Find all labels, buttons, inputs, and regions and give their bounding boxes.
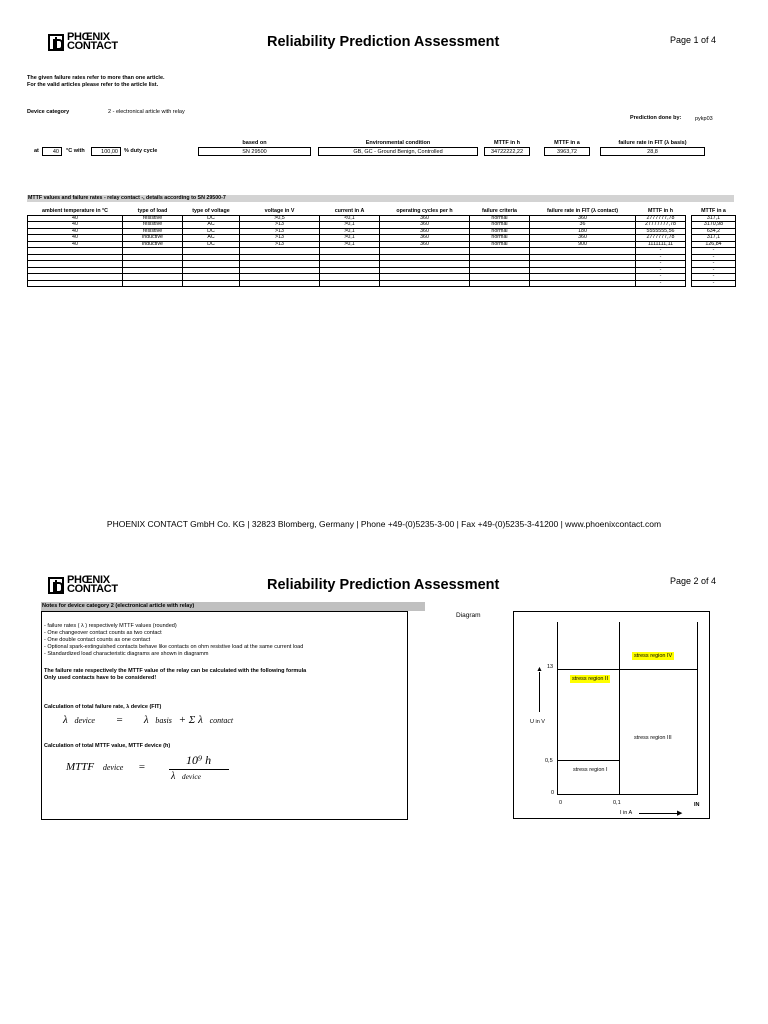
table-cell: 5555555,56 bbox=[636, 228, 686, 235]
device-category-label: Device category bbox=[27, 109, 70, 115]
prediction-done-label: Prediction done by: bbox=[630, 115, 682, 121]
x-axis-line bbox=[557, 794, 697, 795]
table-cell: DC bbox=[183, 228, 240, 235]
vertical-boundary bbox=[619, 622, 620, 794]
table-cell: 2777777,78 bbox=[636, 235, 686, 242]
x-tick: 0 bbox=[559, 800, 563, 806]
table-cell bbox=[123, 280, 183, 287]
table-cell: 360 bbox=[380, 241, 470, 248]
note-item: - failure rates ( λ ) respectively MTTF values (rounded) bbox=[44, 623, 177, 629]
table-cell: 360 bbox=[530, 215, 636, 222]
table-cell: >0,5 bbox=[240, 215, 320, 222]
page-number: Page 2 of 4 bbox=[670, 576, 717, 586]
mttf-a-label: MTTF in a bbox=[554, 140, 580, 146]
temp-unit-label: °C with bbox=[66, 148, 85, 154]
table-cell: >13 bbox=[240, 235, 320, 242]
table-cell: 36 bbox=[530, 222, 636, 229]
mttf-fraction-numerator: 10⁹ h bbox=[186, 753, 212, 767]
intro-line: The given failure rates refer to more than one article. bbox=[27, 75, 165, 81]
column-header: failure criteria bbox=[481, 207, 518, 214]
temperature-field: 40 bbox=[42, 147, 62, 156]
phoenix-logo-icon bbox=[48, 577, 64, 594]
table-cell: - bbox=[692, 280, 736, 287]
page-footer: PHOENIX CONTACT GmbH Co. KG | 32823 Blomberg, Germany | Phone +49-(0)5235-3-00 | Fax +49-(0)5235-3-41200 | www.phoenixcontact.com bbox=[106, 519, 662, 529]
section-title-bar: MTTF values and failure rates - relay contact -, details according to SN 29500-7 bbox=[27, 195, 734, 202]
at-label: at bbox=[34, 148, 39, 154]
table-cell: AC bbox=[183, 222, 240, 229]
table-cell: >0,1 bbox=[320, 241, 380, 248]
table-cell: >13 bbox=[240, 222, 320, 229]
table-cell bbox=[183, 280, 240, 287]
table-cell: 900 bbox=[530, 241, 636, 248]
logo-line-2: CONTACT bbox=[67, 583, 118, 595]
table-cell: 1111111,11 bbox=[636, 241, 686, 248]
notes-header: Notes for device category 2 (electronical article with relay) bbox=[41, 602, 425, 611]
y-axis-label: U in V bbox=[530, 719, 545, 725]
table-cell: - bbox=[692, 248, 736, 255]
formula-intro: Only used contacts have to be considered! bbox=[44, 675, 157, 681]
y-axis-line bbox=[557, 622, 558, 794]
table-cell: 40 bbox=[28, 235, 123, 242]
table-cell: normal bbox=[470, 215, 530, 222]
table-cell: DC bbox=[183, 241, 240, 248]
column-header: current in A bbox=[334, 207, 365, 214]
column-header: operating cycles per h bbox=[396, 207, 453, 214]
table-cell: >0,1 bbox=[320, 235, 380, 242]
table-cell: 360 bbox=[380, 228, 470, 235]
failure-rate-formula: λ device = λ basis + Σ λ contact bbox=[63, 714, 234, 726]
page-title: Reliability Prediction Assessment bbox=[267, 577, 500, 593]
table-cell: 40 bbox=[28, 215, 123, 222]
stress-region-diagram bbox=[513, 611, 710, 819]
fit-basis-field: 28,8 bbox=[600, 147, 705, 156]
column-header: failure rate in FIT (λ contact) bbox=[547, 207, 618, 214]
table-cell bbox=[240, 280, 320, 287]
table-cell: - bbox=[692, 261, 736, 268]
diagram-label: Diagram bbox=[456, 612, 481, 619]
environment-field: GB, GC - Ground Benign, Controlled bbox=[318, 147, 478, 156]
column-header: type of voltage bbox=[192, 207, 230, 214]
x-arrow-line bbox=[639, 813, 679, 814]
table-cell: - bbox=[636, 274, 686, 281]
mttf-h-field: 34722222,22 bbox=[484, 147, 530, 156]
note-item: - One double contact counts as one contact bbox=[44, 637, 151, 643]
stress-region-2: stress region II bbox=[572, 676, 609, 682]
table-cell: normal bbox=[470, 228, 530, 235]
table-cell: normal bbox=[470, 222, 530, 229]
table-cell: AC bbox=[183, 235, 240, 242]
phoenix-logo-icon bbox=[48, 34, 64, 51]
table-cell: 634,2 bbox=[692, 228, 736, 235]
note-item: - Optional spark-extinguished contacts behave like contacts on ohm resistive load at the same current load bbox=[44, 644, 304, 650]
table-header-row bbox=[28, 207, 736, 215]
table-cell: >13 bbox=[240, 241, 320, 248]
table-cell: 360 bbox=[380, 235, 470, 242]
horizontal-boundary-05v bbox=[557, 760, 619, 761]
page-title: Reliability Prediction Assessment bbox=[267, 34, 500, 50]
table-cell: 40 bbox=[28, 228, 123, 235]
table-cell: - bbox=[636, 261, 686, 268]
table-cell: 360 bbox=[530, 235, 636, 242]
table-cell: 2777777,78 bbox=[636, 215, 686, 222]
table-cell bbox=[28, 280, 123, 287]
prediction-done-value: pykp03 bbox=[695, 116, 713, 122]
table-cell: - bbox=[636, 267, 686, 274]
table-cell: 40 bbox=[28, 241, 123, 248]
table-cell: 180 bbox=[530, 228, 636, 235]
table-cell: 40 bbox=[28, 222, 123, 229]
table-cell: 27777777,78 bbox=[636, 222, 686, 229]
x-tick: 0,1 bbox=[613, 800, 621, 806]
mttf-fraction-denominator: λ device bbox=[171, 771, 201, 782]
table-cell: 317,1 bbox=[692, 215, 736, 222]
y-tick: 0,5 bbox=[545, 758, 553, 764]
mttf-a-field: 3963,72 bbox=[544, 147, 590, 156]
y-arrow-line bbox=[539, 672, 540, 712]
table-cell: >13 bbox=[240, 228, 320, 235]
note-item: - Standardized load characteristic diagrams are shown in diagramm bbox=[44, 651, 209, 657]
duty-cycle-field: 100,00 bbox=[91, 147, 121, 156]
table-cell: >0,1 bbox=[320, 222, 380, 229]
mttf-table bbox=[27, 207, 736, 287]
phoenix-contact-logo bbox=[48, 33, 118, 51]
stress-region-4: stress region IV bbox=[634, 653, 673, 659]
table-cell: - bbox=[692, 274, 736, 281]
table-cell bbox=[320, 280, 380, 287]
logo-line-1: PHŒNIX bbox=[67, 574, 110, 586]
table-cell: DC bbox=[183, 215, 240, 222]
based-on-label: based on bbox=[242, 140, 267, 146]
mttf-h-label: MTTF in h bbox=[494, 140, 520, 146]
x-axis-end-label: IN bbox=[694, 802, 700, 808]
based-on-field: SN 29500 bbox=[198, 147, 311, 156]
horizontal-boundary-13v bbox=[557, 669, 697, 670]
table-cell: resistive bbox=[123, 215, 183, 222]
table-cell: 360 bbox=[380, 222, 470, 229]
mttf-formula: MTTF device = bbox=[66, 761, 146, 773]
stress-region-1: stress region I bbox=[573, 767, 608, 773]
phoenix-contact-logo bbox=[48, 576, 118, 594]
table-cell: - bbox=[692, 267, 736, 274]
table-cell bbox=[470, 280, 530, 287]
intro-line: For the valid articles please refer to the article list. bbox=[27, 82, 159, 88]
environment-label: Environmental condition bbox=[365, 140, 431, 146]
table-cell: >0,1 bbox=[320, 228, 380, 235]
table-cell: 317,1 bbox=[692, 235, 736, 242]
table-cell: - bbox=[692, 254, 736, 261]
table-cell: 3170,98 bbox=[692, 222, 736, 229]
table-cell: <0,1 bbox=[320, 215, 380, 222]
fraction-bar bbox=[169, 769, 229, 770]
duty-cycle-label: % duty cycle bbox=[124, 148, 158, 154]
column-header: ambient temperature in °C bbox=[42, 207, 108, 214]
table-cell: normal bbox=[470, 235, 530, 242]
table-cell: normal bbox=[470, 241, 530, 248]
table-cell: inductive bbox=[123, 235, 183, 242]
note-item: - One changeover contact counts as two contact bbox=[44, 630, 162, 636]
table-cell: resistive bbox=[123, 228, 183, 235]
column-header: MTTF in h bbox=[647, 207, 673, 214]
right-boundary bbox=[697, 622, 698, 795]
table-cell: resistive bbox=[123, 222, 183, 229]
fit-basis-label: failure rate in FIT (λ basis) bbox=[618, 140, 687, 146]
stress-region-3: stress region III bbox=[634, 735, 672, 741]
table-cell: - bbox=[636, 254, 686, 261]
notes-box bbox=[41, 611, 408, 820]
y-tick: 13 bbox=[547, 664, 554, 670]
column-header: MTTF in a bbox=[701, 207, 726, 214]
x-axis-label: I in A bbox=[620, 810, 633, 816]
arrow-right-icon: ▶ bbox=[677, 810, 683, 817]
arrow-up-icon: ▲ bbox=[536, 666, 543, 673]
table-cell: inductive bbox=[123, 241, 183, 248]
column-header: type of load bbox=[137, 207, 168, 214]
column-header: voltage in V bbox=[264, 207, 295, 214]
table-cell: 360 bbox=[380, 215, 470, 222]
calc-mttf-label: Calculation of total MTTF value, MTTF device (h) bbox=[44, 743, 171, 749]
page-number: Page 1 of 4 bbox=[670, 35, 717, 45]
y-tick: 0 bbox=[551, 790, 555, 796]
calc-failure-label: Calculation of total failure rate, λ device (FIT) bbox=[44, 704, 162, 710]
table-cell: - bbox=[636, 280, 686, 287]
table-cell: 126,84 bbox=[692, 241, 736, 248]
table-row bbox=[28, 280, 736, 287]
logo-line-2: CONTACT bbox=[67, 40, 118, 52]
table-cell: - bbox=[636, 248, 686, 255]
device-category-value: 2 - electronical article with relay bbox=[108, 109, 185, 115]
logo-line-1: PHŒNIX bbox=[67, 31, 110, 43]
table-cell bbox=[530, 280, 636, 287]
mttf-table-body bbox=[28, 215, 736, 287]
table-cell bbox=[380, 280, 470, 287]
formula-intro: The failure rate respectively the MTTF value of the relay can be calculated with the following formula bbox=[44, 668, 307, 674]
